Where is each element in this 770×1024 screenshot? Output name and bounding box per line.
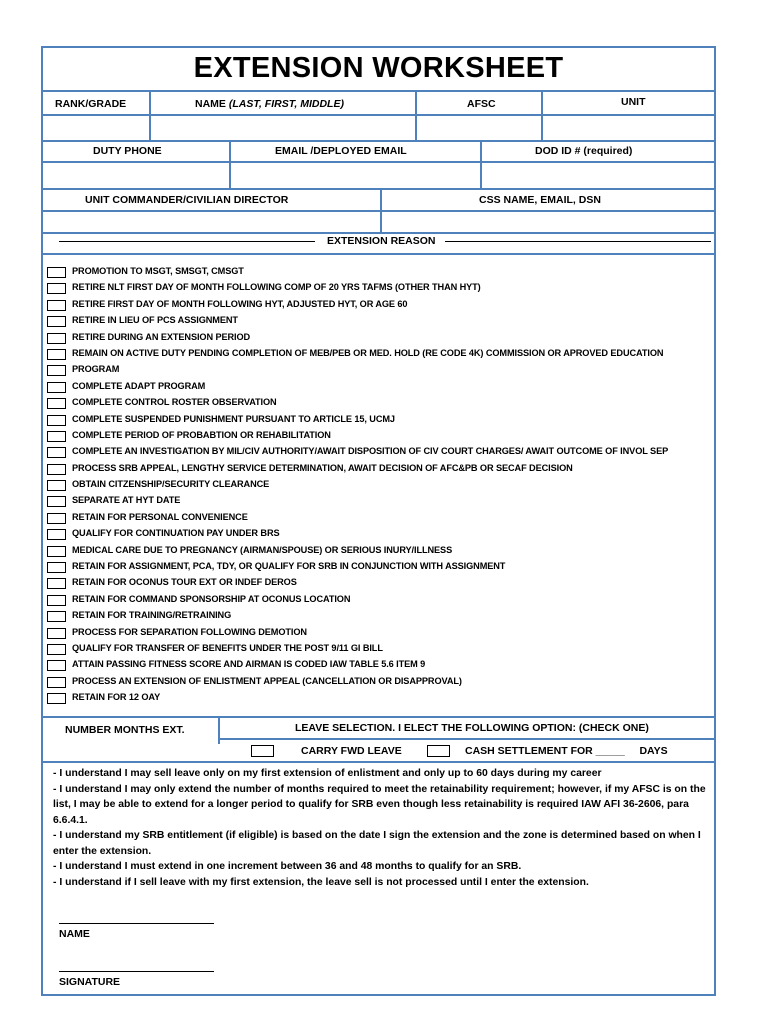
name-signature-line[interactable] <box>59 923 214 924</box>
reason-checkbox[interactable] <box>47 431 66 442</box>
reason-label: PROCESS AN EXTENSION OF ENLISTMENT APPEAL (CANCELLATION OR DISAPPROVAL) <box>72 675 462 686</box>
reason-checkbox[interactable] <box>47 529 66 540</box>
css-field[interactable] <box>382 211 714 232</box>
acknowledgement-note: - I understand I may sell leave only on my first extension of enlistment and only up to 60 days during my career <box>53 768 602 779</box>
reason-label: SEPARATE AT HYT DATE <box>72 495 181 506</box>
extension-reason-item <box>47 266 715 282</box>
reason-checkbox[interactable] <box>47 513 66 524</box>
extension-reason-item <box>47 594 715 610</box>
extension-reason-item <box>47 692 715 708</box>
reason-label: RETAIN FOR COMMAND SPONSORSHIP AT OCONUS LOCATION <box>72 593 351 604</box>
reason-label: RETIRE NLT FIRST DAY OF MONTH FOLLOWING COMP OF 20 YRS TAFMS (OTHER THAN HYT) <box>72 282 481 293</box>
name-line-label: NAME <box>59 928 90 940</box>
reason-checkbox[interactable] <box>47 382 66 393</box>
divider <box>43 761 714 763</box>
acknowledgement-notes <box>53 766 708 890</box>
signature-label: SIGNATURE <box>59 976 121 988</box>
acknowledgement-note: - I understand my SRB entitlement (if eligible) is based on the date I sign the extension and the zone is determined based on when I enter the extension. <box>53 830 701 857</box>
reason-checkbox[interactable] <box>47 644 66 655</box>
reason-checkbox[interactable] <box>47 267 66 278</box>
duty-phone-field[interactable] <box>43 162 228 188</box>
extension-reason-item <box>47 364 715 380</box>
name-field[interactable] <box>151 115 414 140</box>
unit-commander-label: UNIT COMMANDER/CIVILIAN DIRECTOR <box>85 194 289 206</box>
reason-checkbox[interactable] <box>47 316 66 327</box>
cash-settlement-days-field[interactable]: _____ <box>595 745 625 757</box>
divider <box>43 188 714 190</box>
reason-checkbox[interactable] <box>47 415 66 426</box>
acknowledgement-note: - I understand if I sell leave with my first extension, the leave sell is not processed until I enter the extension. <box>53 876 589 888</box>
extension-reason-item <box>47 332 715 348</box>
reason-label: PROGRAM <box>72 364 120 375</box>
form-title: EXTENSION WORKSHEET <box>193 52 564 84</box>
extension-reason-item <box>47 643 715 659</box>
name-label <box>195 98 344 110</box>
reason-checkbox[interactable] <box>47 283 66 294</box>
unit-commander-field[interactable] <box>43 211 379 232</box>
reason-label: PROCESS FOR SEPARATION FOLLOWING DEMOTION <box>72 626 307 637</box>
days-label: DAYS <box>639 745 668 757</box>
reason-label: COMPLETE PERIOD OF PROBABTION OR REHABILITATION <box>72 429 331 440</box>
afsc-label: AFSC <box>467 98 496 110</box>
reason-checkbox[interactable] <box>47 447 66 458</box>
reason-label: COMPLETE ADAPT PROGRAM <box>72 380 206 391</box>
reason-label: PROMOTION TO MSGT, SMSGT, CMSGT <box>72 266 244 276</box>
reason-checkbox[interactable] <box>47 464 66 475</box>
divider <box>43 90 714 92</box>
name-label-suffix: (LAST, FIRST, MIDDLE) <box>228 98 344 110</box>
rank-grade-field[interactable] <box>43 115 148 140</box>
rank-grade-label: RANK/GRADE <box>55 98 127 110</box>
reason-label: RETAIN FOR ASSIGNMENT, PCA, TDY, OR QUALIFY FOR SRB IN CONJUNCTION WITH ASSIGNMENT <box>72 561 506 572</box>
reason-label: RETAIN FOR 12 OAY <box>72 692 161 703</box>
reason-label: ATTAIN PASSING FITNESS SCORE AND AIRMAN IS CODED IAW TABLE 5.6 ITEM 9 <box>72 659 426 670</box>
divider <box>43 140 714 142</box>
extension-reason-item <box>47 561 715 577</box>
extension-reason-item <box>47 463 715 479</box>
extension-reason-item <box>47 446 715 462</box>
extension-reason-item <box>47 315 715 331</box>
extension-reason-item <box>47 430 715 446</box>
extension-reason-item <box>47 610 715 626</box>
reason-label: PROCESS SRB APPEAL, LENGTHY SERVICE DETERMINATION, AWAIT DECISION OF AFC&PB OR SECAF DECISION <box>72 462 573 473</box>
divider <box>219 738 714 740</box>
name-label-prefix: NAME <box>195 98 226 110</box>
extension-reason-item <box>47 659 715 675</box>
extension-reason-item <box>47 577 715 593</box>
email-label: EMAIL /DEPLOYED EMAIL <box>275 145 407 157</box>
divider <box>43 253 714 255</box>
reason-checkbox[interactable] <box>47 300 66 311</box>
unit-field[interactable] <box>543 115 714 140</box>
reason-checkbox[interactable] <box>47 333 66 344</box>
email-field[interactable] <box>231 162 479 188</box>
reason-checkbox[interactable] <box>47 349 66 360</box>
reason-label: RETIRE IN LIEU OF PCS ASSIGNMENT <box>72 315 238 326</box>
cash-settlement-checkbox[interactable] <box>427 745 450 757</box>
dod-id-field[interactable] <box>482 162 714 188</box>
reason-checkbox[interactable] <box>47 677 66 688</box>
reason-checkbox[interactable] <box>47 365 66 376</box>
reason-label: RETAIN FOR PERSONAL CONVENIENCE <box>72 511 248 522</box>
reason-label: RETAIN FOR TRAINING/RETRAINING <box>72 610 232 621</box>
extension-reason-item <box>47 512 715 528</box>
cash-settlement-label <box>465 745 668 757</box>
reason-checkbox[interactable] <box>47 562 66 573</box>
reason-checkbox[interactable] <box>47 496 66 507</box>
acknowledgement-note: - I understand I may only extend the number of months required to meet the retainability requirement; however, if my AFSC is on the list, I may be able to extend for a longer period to qualify for SRB even though less retainability is required IAW AFI 36-2606, para 6.6.4.1. <box>53 783 706 826</box>
extension-reason-item <box>47 299 715 315</box>
extension-reason-item <box>47 414 715 430</box>
dod-id-label: DOD ID # (required) <box>535 145 633 157</box>
unit-label: UNIT <box>621 96 646 108</box>
reason-checkbox[interactable] <box>47 611 66 622</box>
divider <box>43 716 714 718</box>
reason-label: COMPLETE SUSPENDED PUNISHMENT PURSUANT TO ARTICLE 15, UCMJ <box>72 413 395 424</box>
reason-label: QUALIFY FOR TRANSFER OF BENEFITS UNDER THE POST 9/11 GI BILL <box>72 642 383 653</box>
extension-reason-item <box>47 479 715 495</box>
reason-checkbox[interactable] <box>47 398 66 409</box>
leave-selection-heading: LEAVE SELECTION. I ELECT THE FOLLOWING OPTION: (CHECK ONE) <box>295 722 649 734</box>
extension-reason-item <box>47 495 715 511</box>
extension-worksheet-form <box>41 46 716 996</box>
extension-reason-item <box>47 381 715 397</box>
extension-reason-item <box>47 282 715 298</box>
extension-reason-item <box>47 397 715 413</box>
reason-label: MEDICAL CARE DUE TO PREGNANCY (AIRMAN/SPOUSE) OR SERIOUS INURY/ILLNESS <box>72 544 453 555</box>
signature-line[interactable] <box>59 971 214 972</box>
number-months-ext-label: NUMBER MONTHS EXT. <box>65 724 185 736</box>
carry-fwd-leave-checkbox[interactable] <box>251 745 274 757</box>
divider <box>59 241 315 242</box>
extension-reason-heading: EXTENSION REASON <box>327 235 436 247</box>
reason-label: QUALIFY FOR CONTINUATION PAY UNDER BRS <box>72 528 280 539</box>
reason-label: COMPLETE CONTROL ROSTER OBSERVATION <box>72 397 277 408</box>
extension-reason-item <box>47 528 715 544</box>
reason-label: RETAIN FOR OCONUS TOUR EXT OR INDEF DEROS <box>72 577 297 588</box>
extension-reason-heading-row <box>43 232 714 250</box>
afsc-field[interactable] <box>417 115 540 140</box>
carry-fwd-leave-label: CARRY FWD LEAVE <box>301 745 402 757</box>
duty-phone-label: DUTY PHONE <box>93 145 162 157</box>
extension-reason-item <box>47 348 715 364</box>
reason-checkbox[interactable] <box>47 578 66 589</box>
reason-label: RETIRE DURING AN EXTENSION PERIOD <box>72 331 251 342</box>
reason-checkbox[interactable] <box>47 546 66 557</box>
reason-checkbox[interactable] <box>47 693 66 704</box>
acknowledgement-note: - I understand I must extend in one increment between 36 and 48 months to qualify for an SRB. <box>53 861 522 872</box>
reason-checkbox[interactable] <box>47 595 66 606</box>
reason-checkbox[interactable] <box>47 480 66 491</box>
extension-reason-item <box>47 627 715 643</box>
extension-reason-item <box>47 545 715 561</box>
reason-label: REMAIN ON ACTIVE DUTY PENDING COMPLETION OF MEB/PEB OR MED. HOLD (RE CODE 4K) COMMISSION OR APROVED EDUCATION <box>72 347 664 358</box>
reason-label: OBTAIN CITZENSHIP/SECURITY CLEARANCE <box>72 479 270 490</box>
reason-label: COMPLETE AN INVESTIGATION BY MIL/CIV AUTHORITY/AWAIT DISPOSITION OF CIV COURT CHARGES/ AWAIT OUTCOME OF INVOL SEP <box>72 446 669 457</box>
extension-reason-list <box>47 266 715 709</box>
reason-label: RETIRE FIRST DAY OF MONTH FOLLOWING HYT, ADJUSTED HYT, OR AGE 60 <box>72 298 408 309</box>
cash-settlement-text: CASH SETTLEMENT FOR <box>465 745 593 757</box>
divider <box>445 241 711 242</box>
reason-checkbox[interactable] <box>47 660 66 671</box>
reason-checkbox[interactable] <box>47 628 66 639</box>
css-label: CSS NAME, EMAIL, DSN <box>479 194 601 206</box>
extension-reason-item <box>47 676 715 692</box>
